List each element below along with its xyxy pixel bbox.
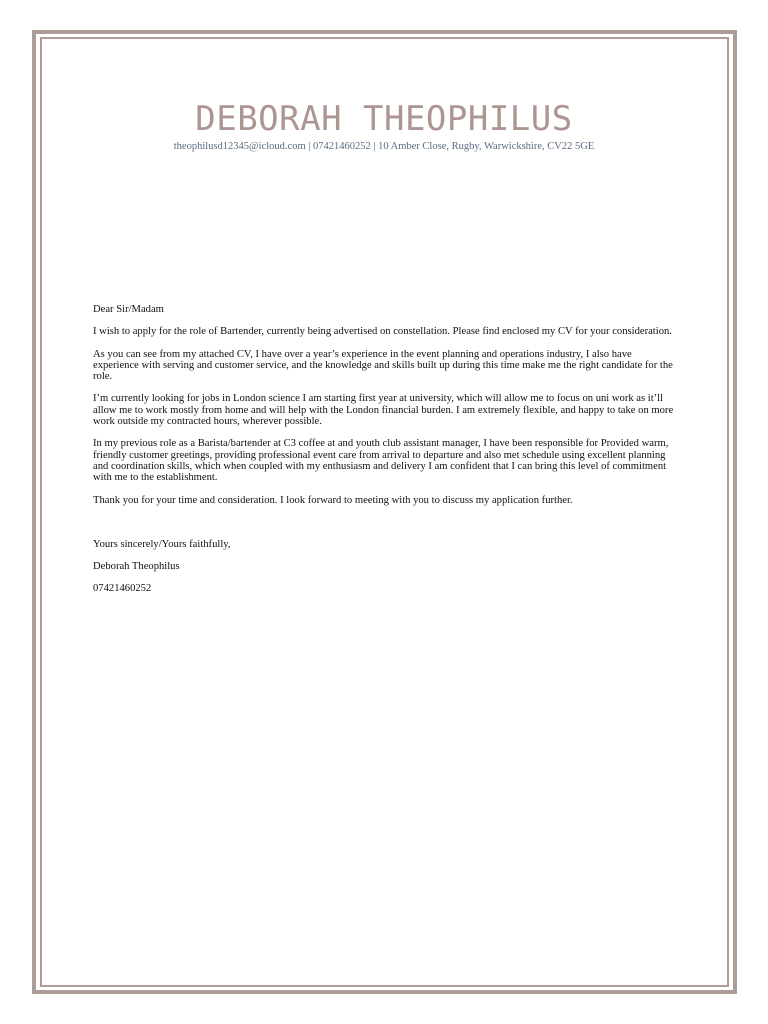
contact-details: theophilusd12345@icloud.com | 07421460252 | 10 Amber Close, Rugby, Warwickshire, CV22 5GE <box>173 141 595 152</box>
closing-spacer <box>93 517 679 539</box>
paragraph-intro: I wish to apply for the role of Bartender, currently being advertised on constellation. Please find enclosed my CV for your consideration. <box>93 326 672 338</box>
letter-body <box>93 304 679 606</box>
signature-name: Deborah Theophilus <box>93 561 180 573</box>
paragraph-previous-role: In my previous role as a Barista/bartender at C3 coffee at and youth club assistant manager, I have been responsible for Provided warm, friendly customer greetings, providing professional event care from arrival to departure and also met schedule using excellent planning and coordination skills, which when coupled with my enthusiasm and delivery I am confident that I can bring this level of commitment with me to the establishment. <box>93 438 669 484</box>
signature-phone: 07421460252 <box>93 583 152 595</box>
salutation: Dear Sir/Madam <box>93 304 164 315</box>
paragraph-experience: As you can see from my attached CV, I have over a year’s experience in the event planning and operations industry, I also have experience with serving and customer service, and the knowledge and skills built up during this time make me the right candidate for the role. <box>93 348 673 383</box>
applicant-name: DEBORAH THEOPHILUS <box>195 99 573 139</box>
paragraph-availability: I’m currently looking for jobs in London science I am starting first year at university, which will allow me to focus on uni work as it’ll allow me to work mostly from home and will help with the London financial burden. I am extremely flexible, and happy to take on more work outside my contracted hours, wherever possible. <box>93 393 674 428</box>
letterhead <box>0 98 768 154</box>
closing: Yours sincerely/Yours faithfully, <box>93 538 231 550</box>
paragraph-thanks: Thank you for your time and consideration. I look forward to meeting with you to discuss my application further. <box>93 494 573 506</box>
